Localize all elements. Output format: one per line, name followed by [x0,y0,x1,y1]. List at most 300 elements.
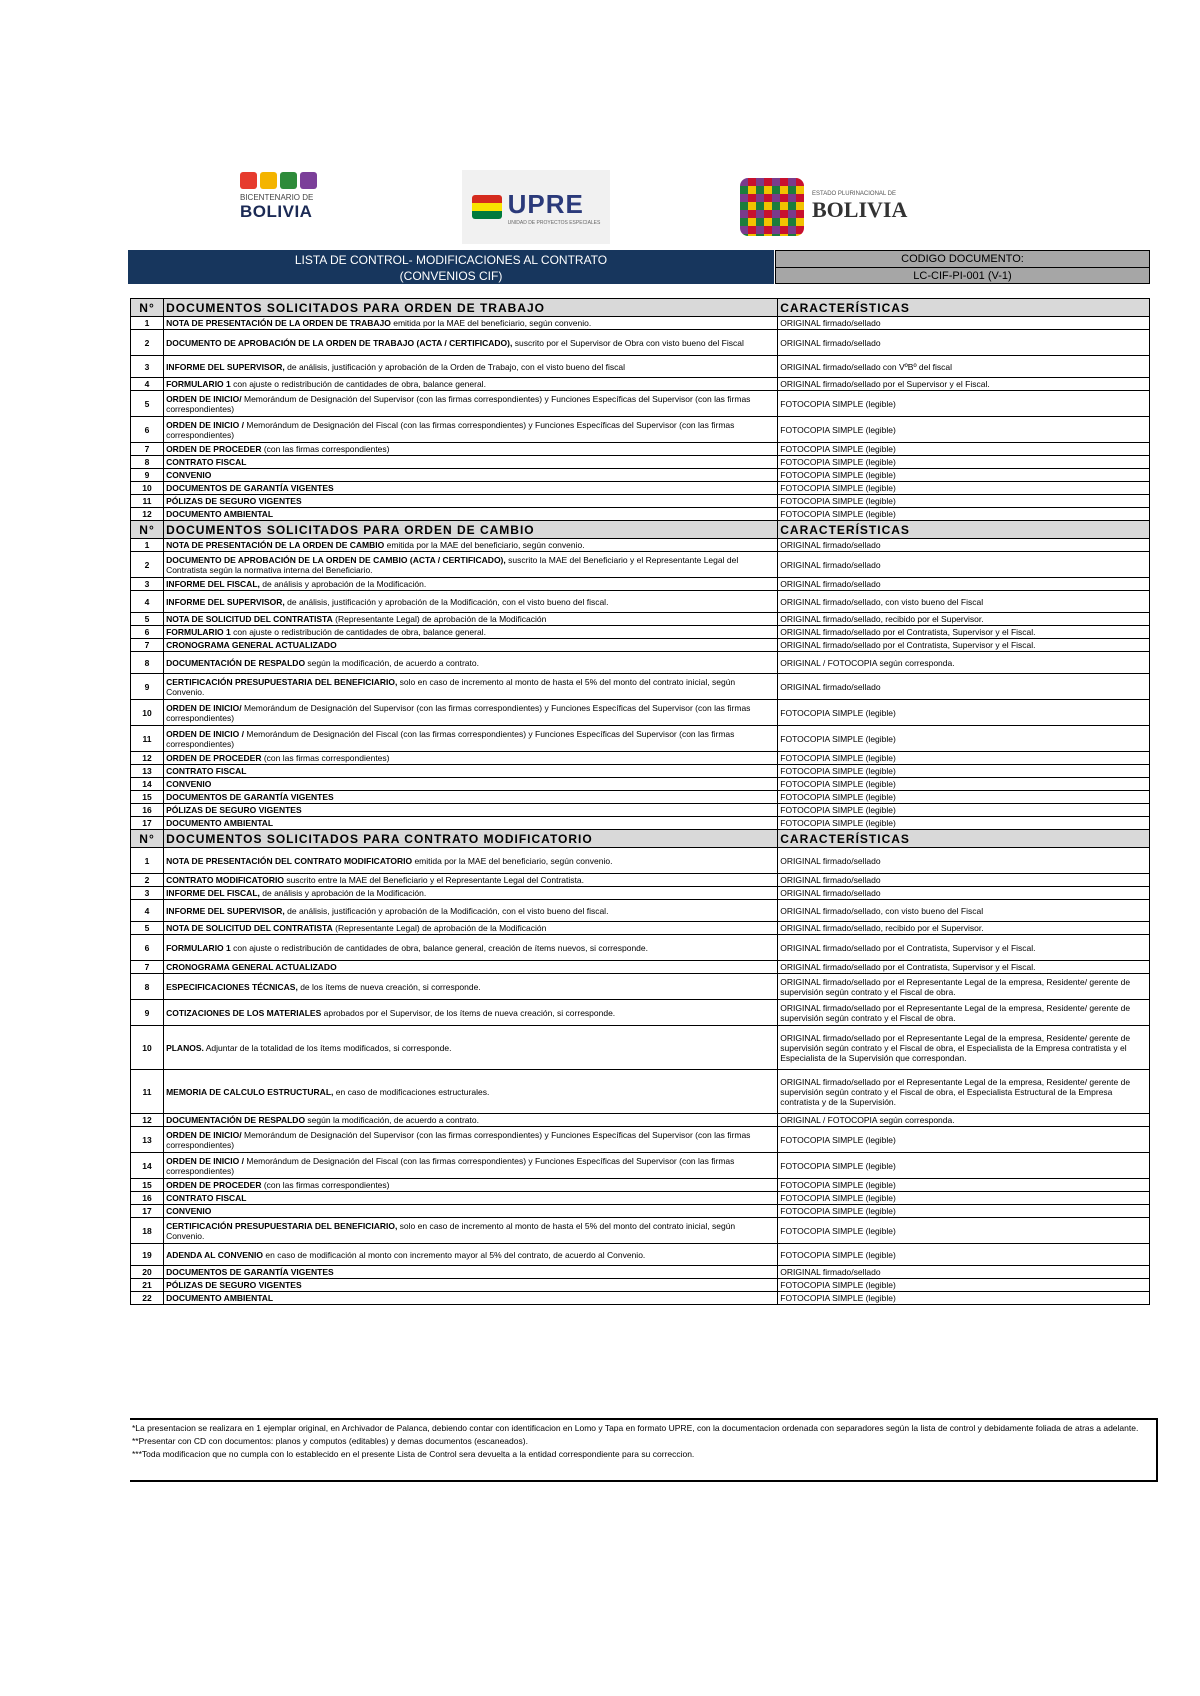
document-characteristics: ORIGINAL / FOTOCOPIA según corresponda. [778,652,1150,674]
document-name: PÓLIZAS DE SEGURO VIGENTES [166,496,302,506]
document-description [164,1244,778,1266]
document-characteristics: FOTOCOPIA SIMPLE (legible) [778,804,1150,817]
row-number: 3 [131,356,164,378]
document-characteristics: ORIGINAL firmado/sellado por el Contratista, Supervisor y el Fiscal. [778,961,1150,974]
document-description [164,639,778,652]
document-name: CERTIFICACIÓN PRESUPUESTARIA DEL BENEFICIARIO, [166,676,398,687]
document-characteristics: ORIGINAL firmado/sellado [778,330,1150,356]
document-name: CRONOGRAMA GENERAL ACTUALIZADO [166,640,337,650]
table-row [131,539,1150,552]
document-detail: Memorándum de Designación del Supervisor (con las firmas correspondientes) y Funciones Específicas del Supervisor (con las firmas correspondientes) [166,393,751,414]
table-row [131,974,1150,1000]
page-subtitle: (CONVENIOS CIF) [399,269,503,283]
table-row [131,1026,1150,1070]
row-number: 19 [131,1244,164,1266]
table-row [131,1279,1150,1292]
document-characteristics: FOTOCOPIA SIMPLE (legible) [778,1192,1150,1205]
table-row [131,817,1150,830]
header-title-box [128,250,774,284]
document-name: NOTA DE PRESENTACIÓN DE LA ORDEN DE TRABAJO [166,318,391,328]
document-characteristics: ORIGINAL firmado/sellado por el Representante Legal de la empresa, Residente/ gerente de supervisión según contrato y el Fiscal de obra. [778,974,1150,1000]
document-detail: (Representante Legal) de aprobación de la Modificación [332,614,547,624]
document-characteristics: FOTOCOPIA SIMPLE (legible) [778,1244,1150,1266]
document-characteristics: ORIGINAL firmado/sellado por el Contratista, Supervisor y el Fiscal. [778,935,1150,961]
document-description [164,626,778,639]
row-number: 11 [131,1070,164,1114]
row-number: 13 [131,765,164,778]
document-name: ORDEN DE PROCEDER [166,444,262,454]
row-number: 22 [131,1292,164,1305]
document-characteristics: FOTOCOPIA SIMPLE (legible) [778,456,1150,469]
document-characteristics: FOTOCOPIA SIMPLE (legible) [778,417,1150,443]
row-number: 18 [131,1218,164,1244]
row-number: 11 [131,726,164,752]
document-detail: Memorándum de Designación del Supervisor (con las firmas correspondientes) y Funciones Específicas del Supervisor (con las firmas correspondientes) [166,702,751,723]
document-detail: de análisis, justificación y aprobación de la Orden de Trabajo, con el visto bueno del fiscal [284,361,625,372]
document-characteristics: FOTOCOPIA SIMPLE (legible) [778,752,1150,765]
document-characteristics: FOTOCOPIA SIMPLE (legible) [778,1218,1150,1244]
table-row [131,922,1150,935]
row-number: 10 [131,700,164,726]
document-detail: suscrito la MAE del Beneficiario y el Representante Legal del Contratista según la normativa interna del Beneficiario. [166,554,739,575]
document-characteristics: FOTOCOPIA SIMPLE (legible) [778,508,1150,521]
document-characteristics: FOTOCOPIA SIMPLE (legible) [778,443,1150,456]
document-description [164,356,778,378]
row-number: 15 [131,1179,164,1192]
table-row [131,1114,1150,1127]
document-detail: (con las firmas correspondientes) [261,444,390,454]
document-name: DOCUMENTOS DE GARANTÍA VIGENTES [166,1267,334,1277]
document-characteristics: ORIGINAL firmado/sellado con VºBº del fiscal [778,356,1150,378]
document-detail: emitida por la MAE del beneficiario, según convenio. [384,540,585,550]
document-characteristics: ORIGINAL firmado/sellado [778,317,1150,330]
row-number: 6 [131,626,164,639]
characteristics-header: CARACTERÍSTICAS [778,830,1150,848]
document-detail: solo en caso de incremento al monto de hasta el 5% del monto del contrato inicial, según Convenio. [166,676,736,697]
table-row [131,752,1150,765]
document-description [164,1292,778,1305]
table-row [131,330,1150,356]
document-description [164,1218,778,1244]
document-characteristics: FOTOCOPIA SIMPLE (legible) [778,482,1150,495]
document-description [164,1114,778,1127]
document-description [164,482,778,495]
document-description [164,791,778,804]
section-title: DOCUMENTOS SOLICITADOS PARA CONTRATO MODIFICATORIO [164,830,778,848]
document-name: ORDEN DE INICIO / [166,728,244,739]
document-name: INFORME DEL FISCAL, [166,888,260,898]
document-description [164,1000,778,1026]
table-row [131,1070,1150,1114]
upre-name: UPRE [507,188,584,219]
document-name: ORDEN DE INICIO/ [166,1129,242,1140]
document-characteristics: FOTOCOPIA SIMPLE (legible) [778,391,1150,417]
document-characteristics: ORIGINAL firmado/sellado por el Representante Legal de la empresa, Residente/ gerente de supervisión según contrato y el Fiscal de obra, el Especialista de la Empresa contratista y el Especialista de la Supervisión que correspondan. [778,1026,1150,1070]
table-row [131,356,1150,378]
document-name: ESPECIFICACIONES TÉCNICAS, [166,981,298,992]
document-description [164,1127,778,1153]
document-description [164,443,778,456]
document-name: CONTRATO MODIFICATORIO [166,875,284,885]
upre-flag-icon [472,195,502,219]
table-row [131,508,1150,521]
characteristics-header: CARACTERÍSTICAS [778,521,1150,539]
document-description [164,591,778,613]
document-name: CONVENIO [166,470,212,480]
row-number: 4 [131,591,164,613]
document-description [164,1266,778,1279]
document-characteristics: ORIGINAL firmado/sellado [778,552,1150,578]
code-label: CODIGO DOCUMENTO: [776,251,1149,268]
estado-small-text: ESTADO PLURINACIONAL DE [812,191,897,197]
document-description [164,674,778,700]
table-row [131,874,1150,887]
row-number: 2 [131,874,164,887]
table-row [131,578,1150,591]
document-characteristics: ORIGINAL firmado/sellado, con visto bueno del Fiscal [778,900,1150,922]
row-number: 12 [131,508,164,521]
table-row [131,1000,1150,1026]
document-name: NOTA DE PRESENTACIÓN DE LA ORDEN DE CAMBIO [166,540,385,550]
document-name: ORDEN DE INICIO/ [166,702,242,713]
document-characteristics: FOTOCOPIA SIMPLE (legible) [778,765,1150,778]
table-row [131,765,1150,778]
document-characteristics: ORIGINAL / FOTOCOPIA según corresponda. [778,1114,1150,1127]
row-number: 9 [131,674,164,700]
document-detail: (con las firmas correspondientes) [261,753,390,763]
document-name: CONTRATO FISCAL [166,766,247,776]
estado-emblem-icon [740,178,804,236]
table-row [131,726,1150,752]
row-number: 9 [131,1000,164,1026]
table-row [131,935,1150,961]
row-number: 10 [131,1026,164,1070]
row-number: 7 [131,961,164,974]
table-row [131,613,1150,626]
table-row [131,552,1150,578]
document-characteristics: ORIGINAL firmado/sellado [778,874,1150,887]
document-detail: de análisis, justificación y aprobación de la Modificación, con el visto bueno del fiscal. [284,596,609,607]
document-name: ORDEN DE PROCEDER [166,1180,262,1190]
row-number: 5 [131,613,164,626]
document-description [164,922,778,935]
document-detail: según la modificación, de acuerdo a contrato. [305,1115,479,1125]
table-row [131,791,1150,804]
document-characteristics: FOTOCOPIA SIMPLE (legible) [778,817,1150,830]
footnotes [130,1418,1158,1482]
document-detail: Memorándum de Designación del Supervisor (con las firmas correspondientes) y Funciones Específicas del Supervisor (con las firmas correspondientes) [166,1129,751,1150]
footnote: *La presentacion se realizara en 1 ejemplar original, en Archivador de Palanca, debiendo contar con identificacion en Lomo y Tapa en formato UPRE, con la documentacion ordenada con separadores según la lista de control y debidamente foliada de atras a adelante. [132,1423,1139,1433]
table-row [131,804,1150,817]
document-description [164,1153,778,1179]
document-description [164,417,778,443]
document-description [164,1279,778,1292]
row-number: 11 [131,495,164,508]
document-description [164,652,778,674]
row-number: 2 [131,330,164,356]
row-number: 8 [131,652,164,674]
document-header [128,250,1150,286]
document-name: PÓLIZAS DE SEGURO VIGENTES [166,805,302,815]
document-detail: según la modificación, de acuerdo a contrato. [305,657,479,668]
document-characteristics: ORIGINAL firmado/sellado por el Representante Legal de la empresa, Residente/ gerente de supervisión según contrato y el Fiscal de obra, el Especialista Estructural de la Empresa contratista y de la Supervisión. [778,1070,1150,1114]
row-number: 7 [131,443,164,456]
table-row [131,1205,1150,1218]
document-name: FORMULARIO 1 [166,627,231,637]
table-row [131,482,1150,495]
row-number: 6 [131,935,164,961]
table-row [131,1153,1150,1179]
document-detail: en caso de modificación al monto con incremento mayor al 5% del contrato, de acuerdo al Convenio. [263,1249,646,1260]
table-row [131,591,1150,613]
document-description [164,974,778,1000]
document-characteristics: ORIGINAL firmado/sellado [778,1266,1150,1279]
document-description [164,848,778,874]
row-number: 17 [131,1205,164,1218]
number-header: N° [131,830,164,848]
document-characteristics: FOTOCOPIA SIMPLE (legible) [778,1205,1150,1218]
document-characteristics: FOTOCOPIA SIMPLE (legible) [778,1179,1150,1192]
document-characteristics: FOTOCOPIA SIMPLE (legible) [778,495,1150,508]
document-detail: Memorándum de Designación del Fiscal (con las firmas correspondientes) y Funciones Específicas del Supervisor (con las firmas correspondientes) [166,419,735,440]
table-row [131,887,1150,900]
section-title: DOCUMENTOS SOLICITADOS PARA ORDEN DE TRABAJO [164,299,778,317]
table-row [131,1292,1150,1305]
document-characteristics: ORIGINAL firmado/sellado por el Supervisor y el Fiscal. [778,378,1150,391]
row-number: 8 [131,974,164,1000]
row-number: 3 [131,887,164,900]
table-row [131,1179,1150,1192]
document-description [164,1205,778,1218]
table-row [131,674,1150,700]
document-characteristics: FOTOCOPIA SIMPLE (legible) [778,726,1150,752]
document-name: FORMULARIO 1 [166,379,231,389]
document-name: DOCUMENTO DE APROBACIÓN DE LA ORDEN DE CAMBIO (ACTA / CERTIFICADO), [166,554,506,565]
document-characteristics: FOTOCOPIA SIMPLE (legible) [778,1153,1150,1179]
document-name: INFORME DEL FISCAL, [166,579,260,589]
document-characteristics: ORIGINAL firmado/sellado [778,539,1150,552]
row-number: 14 [131,778,164,791]
document-description [164,817,778,830]
row-number: 4 [131,900,164,922]
row-number: 5 [131,922,164,935]
number-header: N° [131,299,164,317]
document-detail: aprobados por el Supervisor, de los ítems de nueva creación, si corresponde. [321,1007,616,1018]
document-detail: de los ítems de nueva creación, si corresponde. [297,981,481,992]
row-number: 1 [131,539,164,552]
document-name: MEMORIA DE CALCULO ESTRUCTURAL, [166,1086,334,1097]
row-number: 21 [131,1279,164,1292]
document-name: ORDEN DE INICIO / [166,419,244,430]
document-detail: suscrito por el Supervisor de Obra con visto bueno del Fiscal [512,337,744,348]
row-number: 4 [131,378,164,391]
document-name: DOCUMENTO AMBIENTAL [166,818,274,828]
document-name: CRONOGRAMA GENERAL ACTUALIZADO [166,962,337,972]
document-name: DOCUMENTACIÓN DE RESPALDO [166,1115,306,1125]
table-row [131,495,1150,508]
footnote: **Presentar con CD con documentos: planos y computos (editables) y demas documentos (escaneados). [132,1436,528,1446]
table-row [131,469,1150,482]
document-detail: (Representante Legal) de aprobación de la Modificación [332,923,547,933]
document-description [164,552,778,578]
row-number: 1 [131,317,164,330]
section-header [131,521,1150,539]
document-description [164,887,778,900]
document-name: DOCUMENTO AMBIENTAL [166,1293,274,1303]
table-row [131,1192,1150,1205]
document-description [164,778,778,791]
document-detail: con ajuste o redistribución de cantidades de obra, balance general. [230,379,486,389]
row-number: 16 [131,1192,164,1205]
table-row [131,317,1150,330]
table-row [131,900,1150,922]
table-row [131,456,1150,469]
row-number: 15 [131,791,164,804]
document-characteristics: FOTOCOPIA SIMPLE (legible) [778,791,1150,804]
table-row [131,1266,1150,1279]
document-detail: suscrito entre la MAE del Beneficiario y el Representante Legal del Contratista. [283,875,584,885]
row-number: 7 [131,639,164,652]
estado-name: BOLIVIA [812,197,908,222]
table-row [131,443,1150,456]
document-name: ORDEN DE INICIO/ [166,393,242,404]
document-description [164,613,778,626]
row-number: 10 [131,482,164,495]
table-row [131,1127,1150,1153]
upre-tagline: UNIDAD DE PROYECTOS ESPECIALES [507,219,601,226]
row-number: 14 [131,1153,164,1179]
document-detail: (con las firmas correspondientes) [261,1180,390,1190]
characteristics-header: CARACTERÍSTICAS [778,299,1150,317]
row-number: 6 [131,417,164,443]
document-description [164,317,778,330]
row-number: 5 [131,391,164,417]
document-name: NOTA DE SOLICITUD DEL CONTRATISTA [166,614,333,624]
document-name: DOCUMENTACIÓN DE RESPALDO [166,657,306,668]
bicentenario-mark-icon [240,172,317,189]
logo-bar [0,168,1200,248]
document-description [164,726,778,752]
document-description [164,456,778,469]
document-name: CONVENIO [166,1206,212,1216]
document-description [164,391,778,417]
table-row [131,417,1150,443]
document-name: CERTIFICACIÓN PRESUPUESTARIA DEL BENEFICIARIO, [166,1220,398,1231]
document-characteristics: ORIGINAL firmado/sellado [778,887,1150,900]
document-characteristics: ORIGINAL firmado/sellado [778,848,1150,874]
document-description [164,935,778,961]
document-detail: Memorándum de Designación del Fiscal (con las firmas correspondientes) y Funciones Específicas del Supervisor (con las firmas correspondientes) [166,728,735,749]
row-number: 20 [131,1266,164,1279]
document-name: INFORME DEL SUPERVISOR, [166,361,285,372]
estado-logo [740,176,920,238]
document-description [164,508,778,521]
row-number: 2 [131,552,164,578]
document-description [164,1026,778,1070]
document-name: CONTRATO FISCAL [166,457,247,467]
table-row [131,961,1150,974]
document-detail: con ajuste o redistribución de cantidades de obra, balance general. [230,627,486,637]
document-characteristics: ORIGINAL firmado/sellado, recibido por el Supervisor. [778,922,1150,935]
document-name: INFORME DEL SUPERVISOR, [166,596,285,607]
document-characteristics: FOTOCOPIA SIMPLE (legible) [778,778,1150,791]
document-description [164,495,778,508]
row-number: 17 [131,817,164,830]
section-header [131,299,1150,317]
table-row [131,652,1150,674]
document-description [164,539,778,552]
document-description [164,752,778,765]
document-name: COTIZACIONES DE LOS MATERIALES [166,1007,322,1018]
document-name: INFORME DEL SUPERVISOR, [166,905,285,916]
document-name: DOCUMENTOS DE GARANTÍA VIGENTES [166,483,334,493]
document-characteristics: FOTOCOPIA SIMPLE (legible) [778,1279,1150,1292]
document-detail: emitida por la MAE del beneficiario, según convenio. [390,318,592,328]
document-characteristics: FOTOCOPIA SIMPLE (legible) [778,469,1150,482]
document-description [164,1070,778,1114]
row-number: 12 [131,1114,164,1127]
document-description [164,330,778,356]
document-detail: emitida por la MAE del beneficiario, según convenio. [412,855,613,866]
row-number: 9 [131,469,164,482]
document-name: PLANOS. [166,1042,204,1053]
document-characteristics: ORIGINAL firmado/sellado por el Contratista, Supervisor y el Fiscal. [778,626,1150,639]
table-row [131,778,1150,791]
document-description [164,378,778,391]
document-name: DOCUMENTOS DE GARANTÍA VIGENTES [166,792,334,802]
document-detail: en caso de modificaciones estructurales. [333,1086,490,1097]
document-description [164,469,778,482]
table-row [131,848,1150,874]
document-detail: de análisis y aprobación de la Modificación. [259,888,427,898]
table-row [131,1244,1150,1266]
document-characteristics: FOTOCOPIA SIMPLE (legible) [778,700,1150,726]
document-detail: con ajuste o redistribución de cantidades de obra, balance general, creación de ítems nuevos, si corresponde. [230,942,648,953]
document-characteristics: FOTOCOPIA SIMPLE (legible) [778,1292,1150,1305]
document-description [164,578,778,591]
number-header: N° [131,521,164,539]
document-detail: de análisis, justificación y aprobación de la Modificación, con el visto bueno del fiscal. [284,905,609,916]
document-characteristics: FOTOCOPIA SIMPLE (legible) [778,1127,1150,1153]
document-name: ORDEN DE INICIO / [166,1155,244,1166]
row-number: 13 [131,1127,164,1153]
section-title: DOCUMENTOS SOLICITADOS PARA ORDEN DE CAMBIO [164,521,778,539]
document-characteristics: ORIGINAL firmado/sellado por el Representante Legal de la empresa, Residente/ gerente de supervisión según contrato y el Fiscal de obra. [778,1000,1150,1026]
document-description [164,1179,778,1192]
document-description [164,700,778,726]
page-title: LISTA DE CONTROL- MODIFICACIONES AL CONTRATO [294,253,608,267]
row-number: 8 [131,456,164,469]
document-description [164,804,778,817]
row-number: 1 [131,848,164,874]
footnote: ***Toda modificacion que no cumpla con lo establecido en el presente Lista de Control sera devuelta a la entidad correspondiente para su correccion. [132,1449,695,1459]
document-name: NOTA DE SOLICITUD DEL CONTRATISTA [166,923,333,933]
checklist-table [130,298,1150,1305]
upre-logo [462,170,610,244]
table-row [131,639,1150,652]
bicentenario-name: BOLIVIA [240,202,313,221]
section-header [131,830,1150,848]
document-name: ORDEN DE PROCEDER [166,753,262,763]
document-detail: de análisis y aprobación de la Modificación. [259,579,427,589]
table-row [131,1218,1150,1244]
document-code-box [775,250,1150,284]
document-name: ADENDA AL CONVENIO [166,1249,264,1260]
table-row [131,378,1150,391]
document-name: DOCUMENTO DE APROBACIÓN DE LA ORDEN DE TRABAJO (ACTA / CERTIFICADO), [166,337,513,348]
document-description [164,961,778,974]
row-number: 16 [131,804,164,817]
